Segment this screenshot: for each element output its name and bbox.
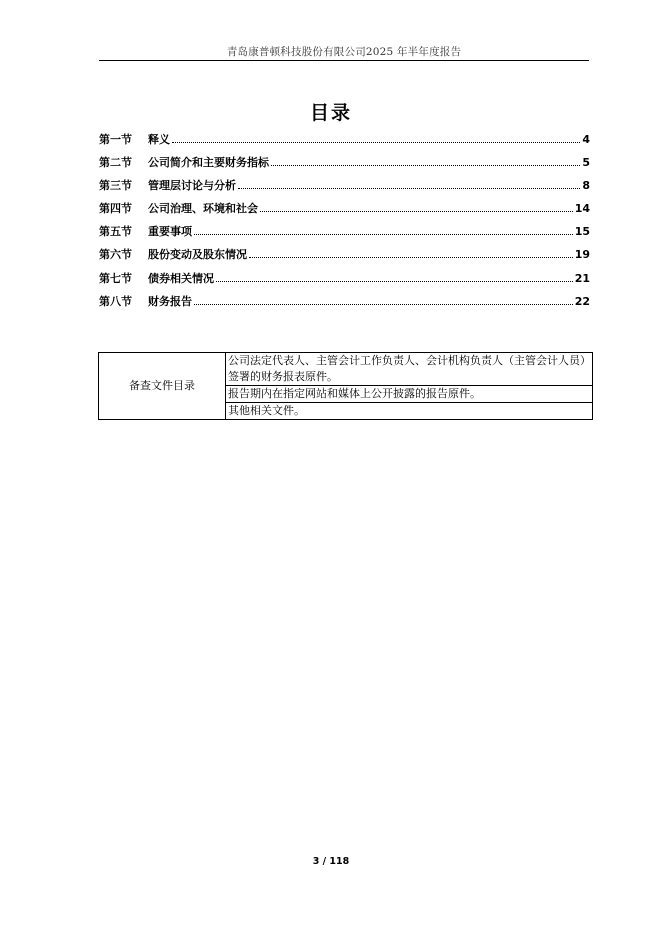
- toc-section-name: 股份变动及股东情况: [148, 248, 247, 262]
- toc-section-name: 公司治理、环境和社会: [148, 202, 258, 216]
- header-divider: [99, 60, 589, 61]
- toc-section-name: 公司简介和主要财务指标: [148, 156, 269, 170]
- toc-leader-dots: [238, 187, 580, 189]
- toc-section-number: 第三节: [99, 179, 132, 193]
- toc-page-number: 15: [574, 225, 590, 239]
- reference-item: 其他相关文件。: [226, 403, 593, 420]
- toc-section-name: 财务报告: [148, 294, 192, 308]
- toc-section-number: 第二节: [99, 156, 132, 170]
- page-number: 3 / 118: [312, 856, 350, 867]
- toc-section-name: 管理层讨论与分析: [148, 179, 236, 193]
- toc-page-number: 21: [574, 271, 590, 285]
- toc-page-number: 19: [574, 248, 590, 262]
- toc-section-name: 债券相关情况: [148, 271, 214, 285]
- toc-section-name: 释义: [148, 133, 170, 146]
- toc-section-number: 第八节: [99, 294, 132, 308]
- toc-leader-dots: [260, 210, 573, 212]
- toc-leader-dots: [249, 256, 573, 258]
- toc-entry[interactable]: [99, 293, 590, 316]
- toc-entry[interactable]: [99, 154, 590, 177]
- toc-section-number: 第五节: [99, 225, 132, 239]
- toc-entry[interactable]: [99, 246, 590, 269]
- toc-entry[interactable]: [99, 270, 590, 293]
- toc-page-number: 5: [582, 156, 590, 170]
- toc-entry[interactable]: [99, 177, 590, 200]
- toc-section-name: 重要事项: [148, 225, 192, 239]
- toc-section-number: 第四节: [99, 202, 132, 216]
- toc-page-number: 8: [582, 179, 590, 193]
- page-header: 青岛康普顿科技股份有限公司2025 年半年度报告: [226, 46, 462, 58]
- table-of-contents: [99, 131, 590, 316]
- table-row: [99, 353, 593, 386]
- toc-section-number: 第一节: [99, 133, 132, 146]
- toc-page-number: 22: [574, 294, 590, 308]
- reference-item: 报告期内在指定网站和媒体上公开披露的报告原件。: [226, 386, 593, 403]
- reference-item: 公司法定代表人、主管会计工作负责人、会计机构负责人（主管会计人员）签署的财务报表原件。: [226, 353, 593, 386]
- reference-documents-table: [98, 352, 593, 420]
- toc-section-number: 第六节: [99, 248, 132, 262]
- toc-page-number: 4: [582, 133, 590, 146]
- toc-leader-dots: [194, 233, 573, 235]
- reference-table-label: 备查文件目录: [99, 353, 226, 420]
- toc-entry[interactable]: [99, 200, 590, 223]
- toc-entry[interactable]: [99, 223, 590, 246]
- toc-leader-dots: [194, 303, 573, 305]
- toc-title: 目录: [309, 102, 352, 124]
- toc-leader-dots: [271, 164, 580, 166]
- toc-page-number: 14: [574, 202, 590, 216]
- toc-leader-dots: [172, 141, 580, 143]
- toc-section-number: 第七节: [99, 271, 132, 285]
- toc-leader-dots: [216, 280, 573, 282]
- toc-entry[interactable]: [99, 131, 590, 154]
